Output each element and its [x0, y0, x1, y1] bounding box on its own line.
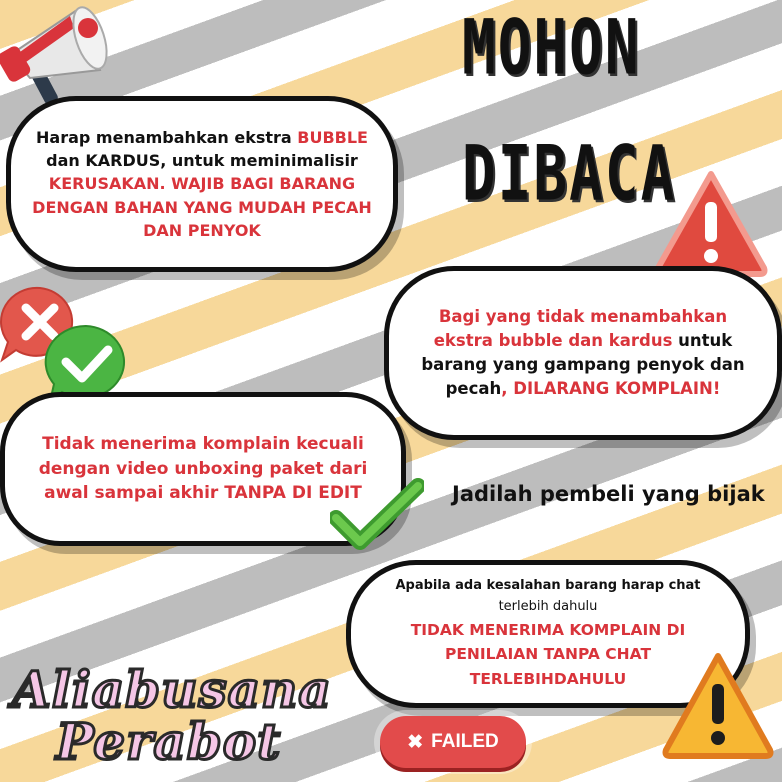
warning-icon: [652, 168, 770, 280]
failed-button-label: FAILED: [431, 731, 499, 752]
bubble2-text-4: barang yang gampang penyok dan: [421, 355, 745, 374]
brand-line-2: Perabot: [56, 712, 282, 771]
close-icon: ✖: [407, 731, 424, 753]
bubble3-text-1: Tidak menerima komplain kecuali: [42, 434, 364, 455]
bubble4-text-1: Apabila ada kesalahan barang harap chat: [395, 578, 701, 593]
speech-bubble-2: [384, 266, 782, 440]
brand-line-1: Aliabusana: [12, 660, 332, 719]
bubble2-text-1: Bagi yang tidak menambahkan: [438, 307, 728, 327]
speech-bubble-1: [6, 96, 398, 272]
title-line-1: MOHON: [462, 4, 641, 93]
megaphone-icon: [0, 0, 120, 110]
bubble1-text-6: DAN PENYOK: [143, 220, 261, 240]
bubble4-text-3: TIDAK MENERIMA KOMPLAIN DI: [410, 620, 686, 639]
bubble2-text-3: untuk: [672, 331, 733, 351]
bubble3-text-4: TANPA DI EDIT: [224, 483, 362, 504]
bubble1-text-4: KERUSAKAN. WAJIB BAGI BARANG: [48, 174, 356, 194]
bubble4-text-2: terlebih dahulu: [498, 598, 598, 614]
bubble1-text-3: dan KARDUS, untuk meminimalisir: [46, 151, 358, 171]
warning-icon-bottom: [660, 650, 776, 762]
bubble3-text-2: dengan video unboxing paket dari: [38, 458, 368, 479]
bubble1-text-1: Harap menambahkan ekstra: [36, 128, 298, 148]
bubble2-text-5: pecah: [445, 378, 502, 398]
bubble3-text-3: awal sampai akhir: [44, 483, 225, 504]
bubble2-text-6: , DILARANG KOMPLAIN!: [501, 378, 721, 398]
tagline: Jadilah pembeli yang bijak: [452, 482, 765, 506]
bubble4-text-5: TERLEBIHDAHULU: [469, 670, 627, 689]
bubble4-text-4: PENILAIAN TANPA CHAT: [444, 645, 652, 664]
bubble1-text-2: BUBBLE: [297, 128, 368, 148]
failed-button[interactable]: [380, 716, 526, 768]
bubble2-text-2: ekstra bubble dan kardus: [433, 331, 673, 351]
bubble1-text-5: DENGAN BAHAN YANG MUDAH PECAH: [32, 197, 372, 217]
title-line-2: DIBACA: [462, 130, 677, 219]
checkmark-icon: [330, 478, 424, 556]
